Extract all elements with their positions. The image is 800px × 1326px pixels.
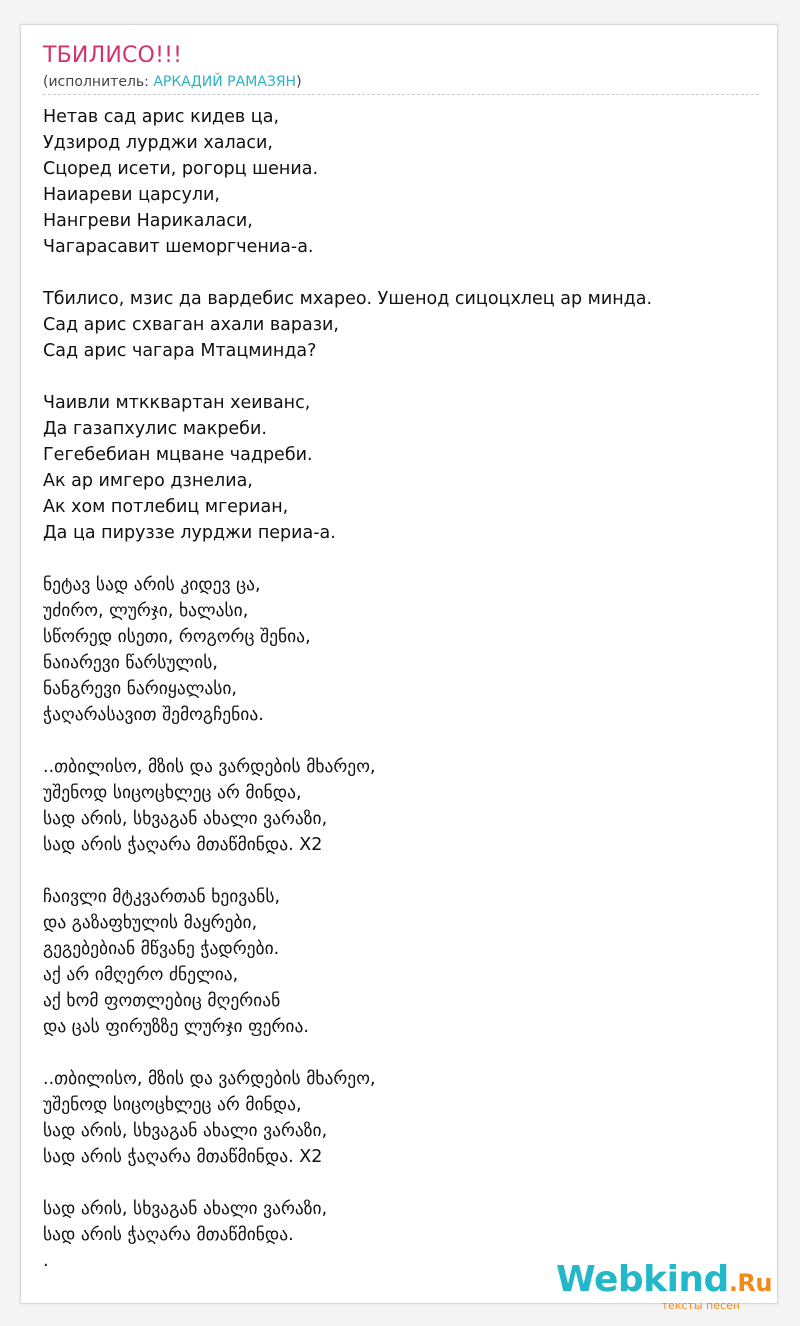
- stanza-gap: [43, 260, 759, 286]
- site-watermark: [556, 1259, 772, 1312]
- lyric-line: ნეტავ სად არის კიდევ ცა,: [43, 575, 261, 595]
- lyric-line: Чаивли мткквартан хеиванс,: [43, 393, 311, 413]
- lyric-line: Нангреви Нарикаласи,: [43, 211, 253, 231]
- stanza-gap: [43, 1170, 759, 1196]
- stanza-gap: [43, 728, 759, 754]
- lyric-line: Нетав сад арис кидев ца,: [43, 107, 280, 127]
- lyric-line: სწორედ ისეთი, როგორც შენია,: [43, 627, 311, 647]
- watermark-tld: .Ru: [728, 1269, 772, 1297]
- lyric-line: ნაიარევი წარსულის,: [43, 653, 218, 673]
- lyric-line: და გაზაფხულის მაყრები,: [43, 913, 258, 933]
- lyric-line: ნანგრევი ნარიყალასი,: [43, 679, 237, 699]
- lyrics-card: [20, 24, 778, 1304]
- lyric-line: Ак хом потлебиц мгериан,: [43, 497, 289, 517]
- watermark-brand: Webkind: [556, 1259, 729, 1300]
- lyric-line: სად არის ჭაღარა მთაწმინდა. X2: [43, 1147, 323, 1167]
- stanza-gap: [43, 1040, 759, 1066]
- lyric-line: და ცას ფირუზზე ლურჯი ფერია.: [43, 1017, 309, 1037]
- lyric-line: უშენოდ სიცოცხლეც არ მინდა,: [43, 783, 302, 803]
- lyric-line: ჩაივლი მტკვართან ხეივანს,: [43, 887, 281, 907]
- lyric-line: .: [43, 1251, 49, 1271]
- lyric-line: Сцоред исети, рогорц шениа.: [43, 159, 319, 179]
- lyric-line: ..თბილისო, მზის და ვარდების მხარეო,: [43, 757, 376, 777]
- performer-link[interactable]: АРКАДИЙ РАМАЗЯН: [153, 74, 297, 90]
- lyric-line: უშენოდ სიცოცხლეც არ მინდა,: [43, 1095, 302, 1115]
- song-title: ТБИЛИСО!!!: [43, 43, 183, 68]
- lyric-line: აქ არ იმღერო ძნელია,: [43, 965, 239, 985]
- lyric-line: ჭაღარასავით შემოგჩენია.: [43, 705, 264, 725]
- lyric-line: სად არის, სხვაგან ახალი ვარაზი,: [43, 1199, 328, 1219]
- lyric-line: სად არის, სხვაგან ახალი ვარაზი,: [43, 1121, 328, 1141]
- lyric-line: Да ца пируззе лурджи периа-а.: [43, 523, 336, 543]
- lyric-line: Да газапхулис макреби.: [43, 419, 267, 439]
- divider: [43, 94, 759, 95]
- lyric-line: სად არის ჭაღარა მთაწმინდა. X2: [43, 835, 323, 855]
- lyric-line: Сад арис чагара Мтацминда?: [43, 341, 317, 361]
- lyric-line: Гегебебиан мцване чадреби.: [43, 445, 313, 465]
- performer-suffix: ): [296, 74, 302, 90]
- lyric-line: Удзирод лурджи халаси,: [43, 133, 273, 153]
- lyric-line: Ак ар имгеро дзнелиа,: [43, 471, 253, 491]
- lyric-line: სად არის ჭაღარა მთაწმინდა.: [43, 1225, 294, 1245]
- lyric-line: აქ ხომ ფოთლებიც მღერიან: [43, 991, 281, 1011]
- lyric-line: გეგებებიან მწვანე ჭადრები.: [43, 939, 280, 959]
- watermark-logo: [556, 1259, 772, 1301]
- lyric-line: ..თბილისო, მზის და ვარდების მხარეო,: [43, 1069, 376, 1089]
- stanza-gap: [43, 546, 759, 572]
- performer-line: [43, 73, 302, 91]
- lyric-line: Сад арис схваган ахали варази,: [43, 315, 339, 335]
- lyric-line: Наиареви царсули,: [43, 185, 220, 205]
- performer-prefix: (исполнитель:: [43, 74, 154, 90]
- lyric-line: უძირო, ლურჯი, ხალასი,: [43, 601, 249, 621]
- stanza-gap: [43, 858, 759, 884]
- lyrics-body: [43, 104, 759, 1274]
- watermark-tagline: тексты песен: [661, 1299, 740, 1312]
- lyric-line: სად არის, სხვაგან ახალი ვარაზი,: [43, 809, 328, 829]
- stanza-gap: [43, 364, 759, 390]
- lyric-line: Тбилисо, мзис да вардебис мхарео. Ушенод сицоцхлец ар минда.: [43, 289, 653, 309]
- lyric-line: Чагарасавит шеморгчениа-а.: [43, 237, 314, 257]
